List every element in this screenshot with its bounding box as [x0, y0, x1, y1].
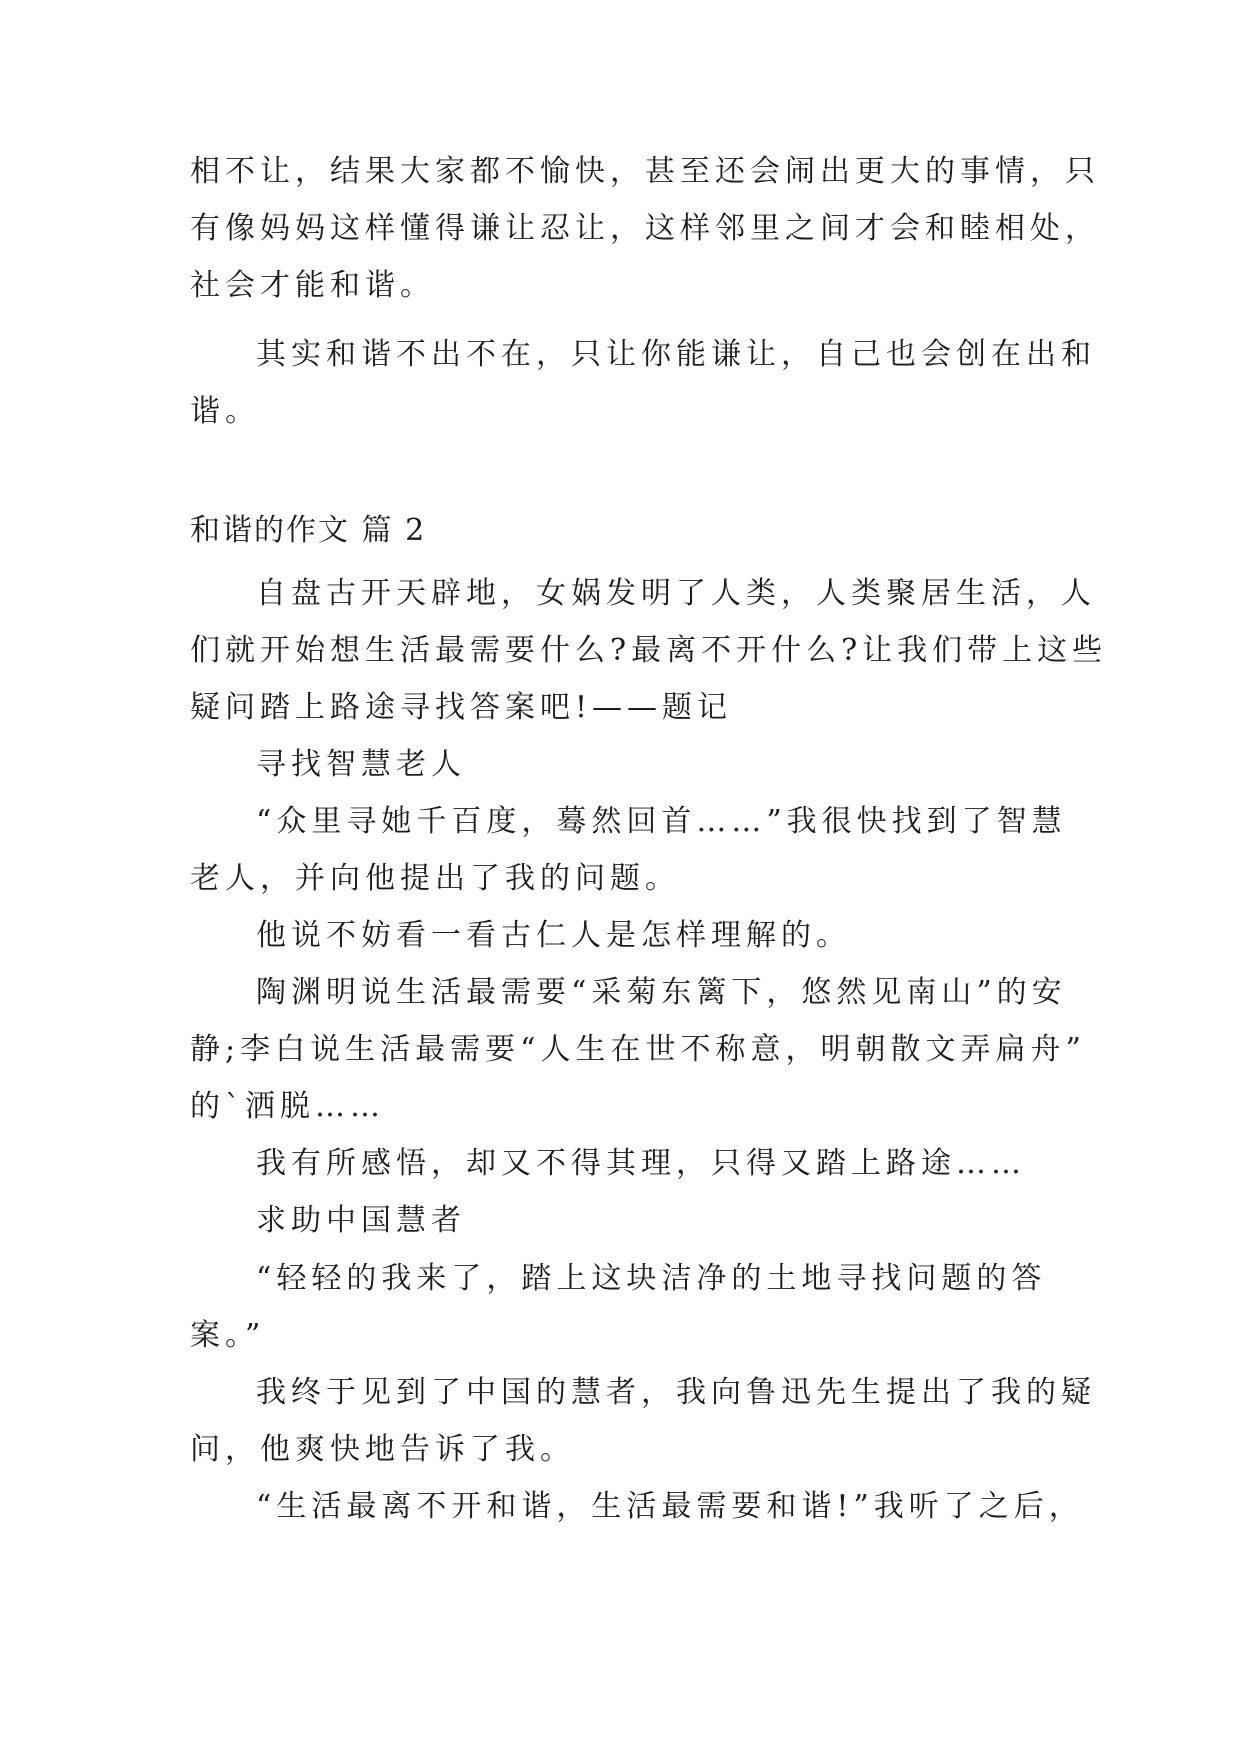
- text-line: 陶渊明说生活最需要“采菊东篱下，悠然见南山”的安: [256, 975, 1067, 1010]
- text-line: 老人，并向他提出了我的问题。: [190, 861, 680, 896]
- text-line: 社会才能和谐。: [190, 268, 435, 303]
- section-heading: 和谐的作文 篇 2: [190, 513, 427, 548]
- text-line: 疑问踏上路途寻找答案吧!——题记: [190, 690, 733, 725]
- text-line: 有像妈妈这样懂得谦让忍让，这样邻里之间才会和睦相处，: [190, 211, 1100, 246]
- text-line: 其实和谐不出不在，只让你能谦让，自己也会创在出和: [256, 337, 1096, 372]
- text-line: 寻找智慧老人: [256, 747, 466, 782]
- text-line: “生活最离不开和谐，生活最需要和谐!”我听了之后，: [256, 1489, 1084, 1524]
- text-line: 他说不妨看一看古仁人是怎样理解的。: [256, 918, 851, 953]
- text-line: 谐。: [190, 394, 260, 429]
- text-line: 案。”: [190, 1318, 266, 1353]
- text-line: 相不让，结果大家都不愉快，甚至还会闹出更大的事情，只: [190, 154, 1100, 189]
- text-line: 我终于见到了中国的慧者，我向鲁迅先生提出了我的疑: [256, 1375, 1096, 1410]
- text-line: 我有所感悟，却又不得其理，只得又踏上路途……: [256, 1146, 1026, 1181]
- text-line: “众里寻她千百度，蓦然回首……”我很快找到了智慧: [256, 804, 1067, 839]
- text-line: 自盘古开天辟地，女娲发明了人类，人类聚居生活，人: [256, 576, 1096, 611]
- text-line: “轻轻的我来了，踏上这块洁净的土地寻找问题的答: [256, 1261, 1047, 1296]
- text-line: 求助中国慧者: [256, 1203, 466, 1238]
- text-line: 的`洒脱……: [190, 1089, 385, 1124]
- text-line: 们就开始想生活最需要什么?最离不开什么?让我们带上这些: [190, 633, 1108, 668]
- text-line: 问，他爽快地告诉了我。: [190, 1432, 575, 1467]
- text-line: 静;李白说生活最需要“人生在世不称意，明朝散文弄扁舟”: [190, 1032, 1086, 1067]
